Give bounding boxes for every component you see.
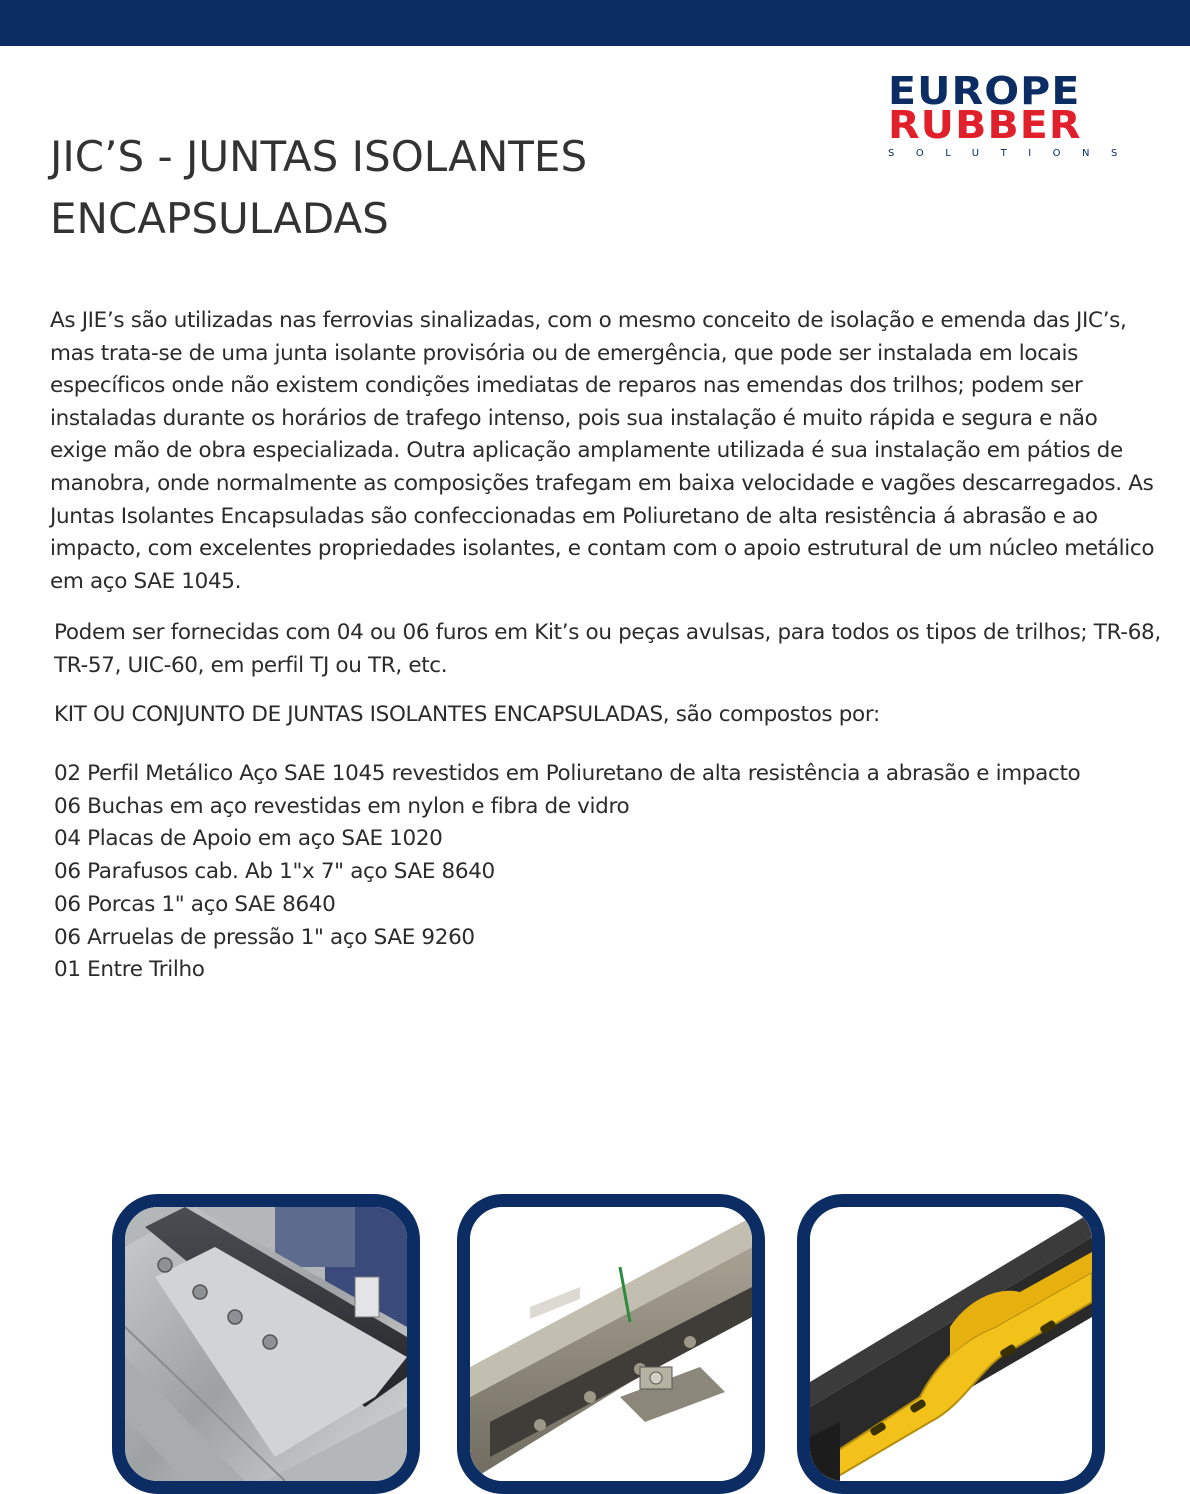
kit-item-list	[54, 758, 1094, 987]
kit-heading: KIT OU CONJUNTO DE JUNTAS ISOLANTES ENCAPSULADAS, são compostos por:	[54, 702, 880, 727]
top-header-bar	[0, 0, 1190, 46]
rail-joint-render-icon	[470, 1207, 752, 1481]
page-title-line-2: ENCAPSULADAS	[50, 194, 389, 243]
logo-rubber-text: RUBBER	[888, 103, 1082, 147]
logo-solutions-text: SOLUTIONS	[888, 148, 1139, 159]
page-title-line-1: JIC’S - JUNTAS ISOLANTES	[50, 132, 588, 181]
logo-europe-text: EUROPE	[888, 69, 1081, 113]
intro-paragraph: As JIE’s são utilizadas nas ferrovias sinalizadas, com o mesmo conceito de isolação e emenda das JIC’s, mas trata-se de uma junta isolante provisória ou de emergência, que pode ser instalada em locais específicos onde não existem condições imediatas de reparos nas emendas dos trilhos; podem ser instaladas durante os horários de trafego intenso, pois sua instalação é muito rápida e segura e não exige mão de obra especializada. Outra aplicação amplamente utilizada é sua instalação em pátios de manobra, onde normalmente as composições trafegam em baixa velocidade e vagões descarregados. As Juntas Isolantes Encapsuladas são confeccionadas em Poliuretano de alta resistência á abrasão e ao impacto, com excelentes propriedades isolantes, e contam com o apoio estrutural de um núcleo metálico em aço SAE 1045.	[50, 308, 1155, 594]
kit-item: 04 Placas de Apoio em aço SAE 1020	[54, 826, 443, 852]
kit-item: 06 Parafusos cab. Ab 1"x 7" aço SAE 8640	[54, 859, 495, 885]
encapsulated-joint-render-icon	[810, 1207, 1092, 1481]
rail-joint-photo-icon	[125, 1207, 407, 1481]
page-title	[50, 126, 810, 250]
supply-paragraph: Podem ser fornecidas com 04 ou 06 furos em Kit’s ou peças avulsas, para todos os tipos de trilhos; TR-68, TR-57, UIC-60, em perfil TJ ou TR, etc.	[54, 620, 1161, 678]
kit-item: 01 Entre Trilho	[54, 957, 205, 983]
kit-item: 06 Arruelas de pressão 1" aço SAE 9260	[54, 924, 475, 950]
kit-item: 06 Buchas em aço revestidas em nylon e fibra de vidro	[54, 793, 630, 819]
product-photo-1	[112, 1194, 420, 1494]
kit-item: 02 Perfil Metálico Aço SAE 1045 revestidos em Poliuretano de alta resistência a abrasão e impacto	[54, 761, 1081, 786]
product-photo-2	[457, 1194, 765, 1494]
kit-item: 06 Porcas 1" aço SAE 8640	[54, 891, 336, 917]
product-photo-3	[797, 1194, 1105, 1494]
europe-rubber-logo	[888, 69, 1139, 174]
